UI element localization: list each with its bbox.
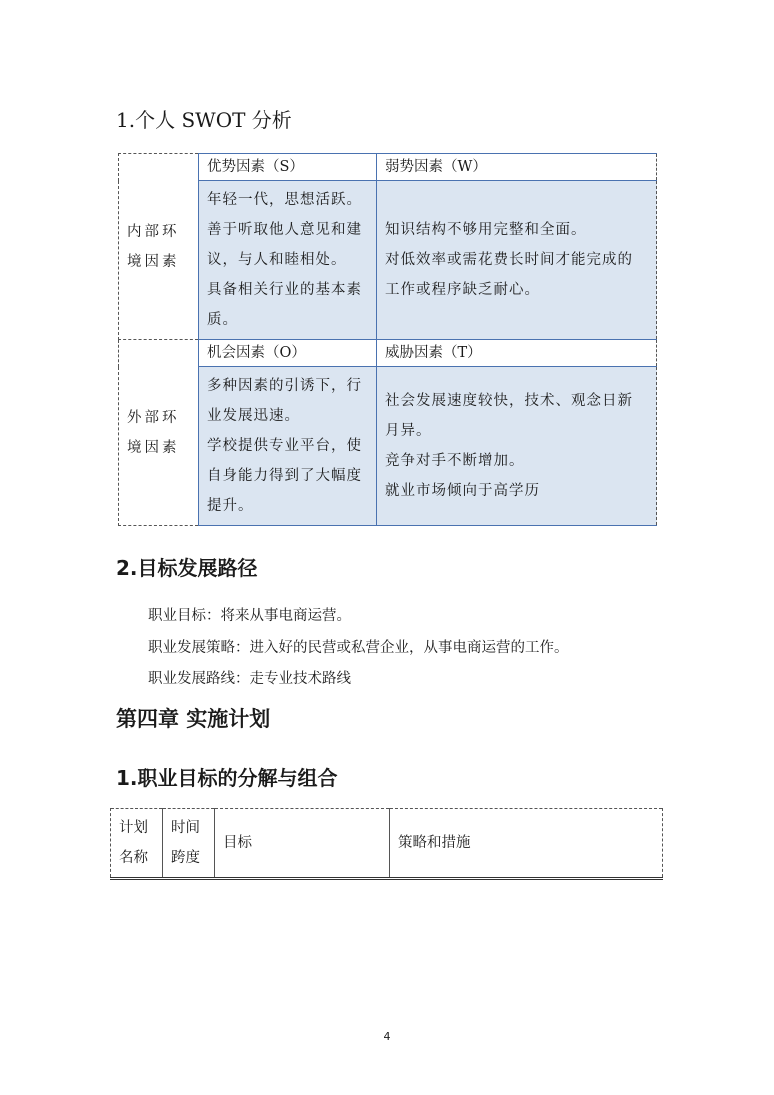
plan-col-timespan: 时间跨度 [163,809,215,879]
threats-header: 威胁因素（T） [377,340,657,367]
opportunities-header: 机会因素（O） [199,340,377,367]
threat-item: 竞争对手不断增加。 [385,453,525,469]
strength-item: 善于听取他人意见和建议，与人和睦相处。 [207,222,362,268]
plan-table [110,808,663,880]
plan-col-strategy: 策略和措施 [390,809,663,879]
threats-cell [377,367,657,526]
page-number: 4 [383,1030,391,1043]
section-title-path: 2.目标发展路径 [116,556,258,580]
external-factors-label: 外部环境因素 [119,340,199,526]
opportunity-item: 学校提供专业平台，使自身能力得到了大幅度提升。 [207,438,362,514]
internal-factors-label: 内部环境因素 [119,154,199,340]
section-title-plan: 1.职业目标的分解与组合 [116,766,338,790]
career-strategy-line: 职业发展策略：进入好的民营或私营企业，从事电商运营的工作。 [148,640,569,656]
strength-item: 年轻一代，思想活跃。 [207,192,362,208]
strengths-header: 优势因素（S） [199,154,377,181]
weakness-item: 对低效率或需花费长时间才能完成的工作或程序缺乏耐心。 [385,252,633,298]
weaknesses-header: 弱势因素（W） [377,154,657,181]
chapter-title: 第四章 实施计划 [116,707,271,731]
strengths-cell [199,181,377,340]
swot-table [118,153,657,526]
threat-item: 社会发展速度较快，技术、观念日新月异。 [385,393,633,439]
strength-item: 具备相关行业的基本素质。 [207,282,362,328]
weakness-item: 知识结构不够用完整和全面。 [385,222,587,238]
opportunities-cell [199,367,377,526]
section-title-swot: 1.个人 SWOT 分析 [116,108,292,132]
weaknesses-cell [377,181,657,340]
career-goal-line: 职业目标：将来从事电商运营。 [148,608,351,624]
threat-item: 就业市场倾向于高学历 [385,483,540,499]
opportunity-item: 多种因素的引诱下，行业发展迅速。 [207,378,362,424]
career-route-line: 职业发展路线：走专业技术路线 [148,671,351,687]
plan-col-goal: 目标 [215,809,390,879]
plan-col-name: 计划名称 [111,809,163,879]
